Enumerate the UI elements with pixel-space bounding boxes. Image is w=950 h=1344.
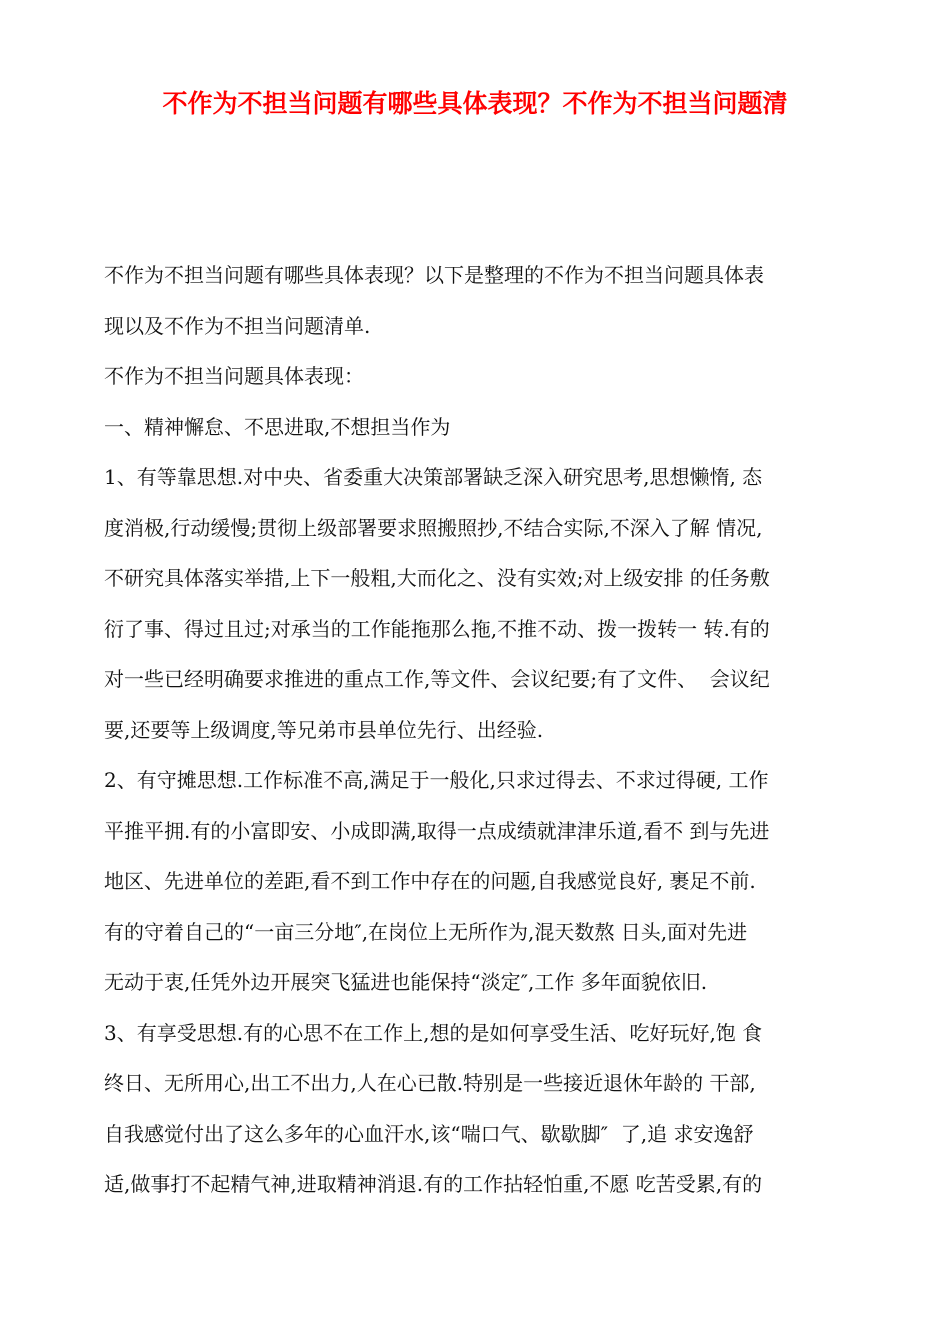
document-body: [104, 255, 864, 1215]
text-line: 对一些已经明确要求推进的重点工作,等文件、会议纪要;有了文件、 会议纪: [104, 667, 770, 691]
text-line: 适,做事打不起精气神,进取精神消退.有的工作拈轻怕重,不愿 吃苦受累,有的: [104, 1172, 763, 1196]
text-line: 地区、先进单位的差距,看不到工作中存在的问题,自我感觉良好, 裹足不前.: [104, 869, 756, 893]
text-line: 要,还要等上级调度,等兄弟市县单位先行、出经验.: [104, 717, 544, 742]
text-line: 无动于衷,任凭外边开展突飞猛进也能保持“淡定″,工作 多年面貌依旧.: [104, 970, 708, 994]
text-line: 不研究具体落实举措,上下一般粗,大而化之、没有实效;对上级安排 的任务敷: [104, 566, 770, 590]
text-line: 有的守着自己的“一亩三分地″,在岗位上无所作为,混天数熬 日头,面对先进: [104, 919, 748, 944]
text-line: 现以及不作为不担当问题清单.: [104, 313, 371, 338]
text-line: 3、有享受思想.有的心思不在工作上,想的是如何享受生活、吃好玩好,饱 食: [104, 1020, 763, 1045]
text-line: 不作为不担当问题具体表现：: [104, 364, 364, 388]
text-line: 不作为不担当问题有哪些具体表现？以下是整理的不作为不担当问题具体表: [104, 263, 764, 287]
text-line: 1、有等靠思想.对中央、省委重大决策部署缺乏深入研究思考,思想懒惰, 态: [104, 465, 763, 489]
text-line: 度消极,行动缓慢;贯彻上级部署要求照搬照抄,不结合实际,不深入了解 情况,: [104, 515, 763, 540]
document-title: 不作为不担当问题有哪些具体表现？不作为不担当问题清: [162, 89, 788, 118]
section-heading: 一、精神懈怠、不思进取,不想担当作为: [104, 414, 451, 439]
text-line: 2、有守摊思想.工作标准不高,满足于一般化,只求过得去、不求过得硬, 工作: [104, 768, 769, 792]
text-line: 衍了事、得过且过;对承当的工作能拖那么拖,不推不动、拨一拨转一 转.有的: [104, 616, 770, 641]
text-line: 平推平拥.有的小富即安、小成即满,取得一点成绩就津津乐道,看不 到与先进: [104, 818, 770, 843]
text-line: 终日、无所用心,出工不出力,人在心已散.特别是一些接近退休年龄的 干部,: [104, 1071, 756, 1095]
text-line: 自我感觉付出了这么多年的心血汗水,该“喘口气、歇歇脚″ 了,追 求安逸舒: [104, 1121, 754, 1146]
